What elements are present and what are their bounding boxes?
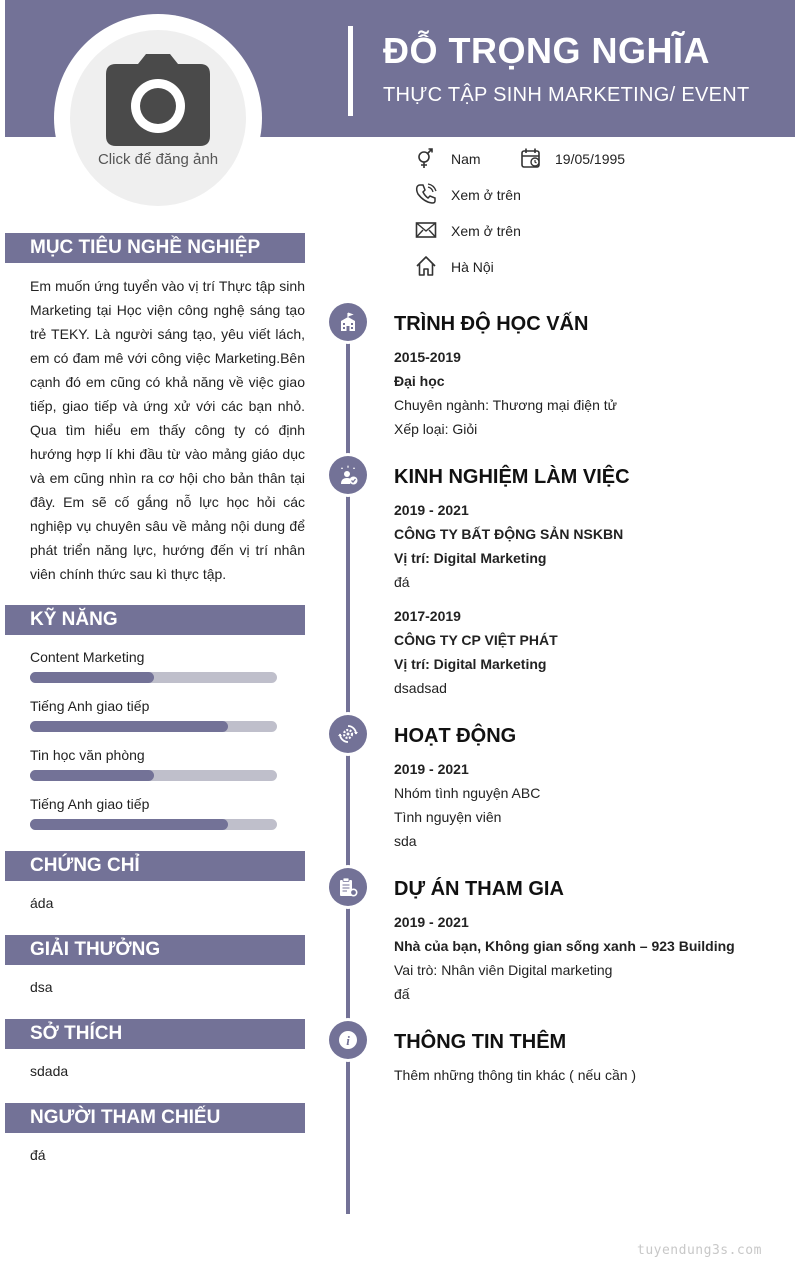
projects-desc: đấ	[394, 986, 410, 1002]
skill-bar	[30, 721, 277, 732]
activities-period: 2019 - 2021	[394, 761, 469, 777]
projects-role: Vai trò: Nhân viên Digital marketing	[394, 962, 613, 978]
home-icon	[415, 255, 437, 277]
skill-bar-fill	[30, 770, 154, 781]
hobbies-text: sdada	[30, 1063, 69, 1079]
experience-company: CÔNG TY CP VIỆT PHÁT	[394, 632, 558, 648]
experience-desc: dsadsad	[394, 680, 447, 696]
projects-node	[329, 868, 367, 906]
hobbies-heading: SỞ THÍCH	[5, 1019, 305, 1049]
calendar-icon	[520, 147, 542, 169]
address-value: Hà Nội	[451, 259, 494, 275]
education-grade: Xếp loại: Giỏi	[394, 421, 478, 437]
phone-icon	[415, 183, 437, 205]
team-star-icon	[338, 465, 358, 485]
avatar-upload-label: Click để đăng ảnh	[97, 151, 219, 168]
activities-heading: HOẠT ĐỘNG	[394, 725, 517, 747]
cycle-gear-icon	[338, 724, 358, 744]
skills-heading: KỸ NĂNG	[5, 605, 305, 635]
skill-bar	[30, 819, 277, 830]
certificates-text: áda	[30, 895, 54, 911]
header-divider	[348, 26, 353, 116]
experience-period: 2019 - 2021	[394, 502, 469, 518]
experience-node	[329, 456, 367, 494]
activities-desc: sda	[394, 833, 417, 849]
experience-position: Vị trí: Digital Marketing	[394, 550, 547, 566]
projects-heading: DỰ ÁN THAM GIA	[394, 878, 564, 900]
education-heading: TRÌNH ĐỘ HỌC VẤN	[394, 313, 589, 335]
school-icon	[338, 312, 358, 332]
camera-icon	[106, 54, 210, 146]
objective-heading: MỤC TIÊU NGHỀ NGHIỆP	[5, 233, 305, 263]
phone-value: Xem ở trên	[451, 187, 521, 203]
references-heading: NGƯỜI THAM CHIẾU	[5, 1103, 305, 1133]
svg-text:i: i	[346, 1033, 350, 1048]
skill-bar-fill	[30, 672, 154, 683]
awards-text: dsa	[30, 979, 53, 995]
extra-heading: THÔNG TIN THÊM	[394, 1031, 567, 1053]
activities-node	[329, 715, 367, 753]
skill-bar-fill	[30, 819, 228, 830]
extra-text: Thêm những thông tin khác ( nếu cần )	[394, 1067, 637, 1083]
skill-bar	[30, 770, 277, 781]
awards-heading: GIẢI THƯỞNG	[5, 935, 305, 965]
clipboard-gear-icon	[338, 877, 358, 897]
education-level: Đại học	[394, 373, 445, 389]
email-value: Xem ở trên	[451, 223, 521, 239]
avatar-upload[interactable]	[70, 30, 246, 206]
skill-name: Content Marketing	[30, 649, 145, 665]
candidate-name: ĐỖ TRỌNG NGHĨA	[383, 30, 710, 71]
gender-icon	[415, 147, 437, 169]
extra-node	[329, 1021, 367, 1059]
experience-company: CÔNG TY BẤT ĐỘNG SẢN NSKBN	[394, 526, 624, 542]
watermark: tuyendung3s.com	[637, 1243, 762, 1258]
education-major: Chuyên ngành: Thương mại điện tử	[394, 397, 618, 413]
projects-period: 2019 - 2021	[394, 914, 469, 930]
education-period: 2015-2019	[394, 349, 461, 365]
skill-name: Tin học văn phòng	[30, 747, 145, 763]
projects-name: Nhà của bạn, Không gian sống xanh – 923 Building	[394, 938, 735, 954]
gender-value: Nam	[451, 151, 481, 167]
education-node	[329, 303, 367, 341]
skill-bar	[30, 672, 277, 683]
skill-name: Tiếng Anh giao tiếp	[30, 698, 150, 714]
certificates-heading: CHỨNG CHỈ	[5, 851, 305, 881]
timeline-line	[346, 316, 350, 1214]
experience-heading: KINH NGHIỆM LÀM VIỆC	[394, 466, 630, 488]
envelope-icon	[415, 219, 437, 241]
activities-role: Tình nguyện viên	[394, 809, 502, 825]
experience-desc: đá	[394, 574, 410, 590]
experience-period: 2017-2019	[394, 608, 461, 624]
experience-position: Vị trí: Digital Marketing	[394, 656, 547, 672]
references-text: đá	[30, 1147, 46, 1163]
skill-name: Tiếng Anh giao tiếp	[30, 796, 150, 812]
objective-text: Em muốn ứng tuyển vào vị trí Thực tập sinh Marketing tại Học viện công nghệ sáng tạo trẻ TEKY. Là người sáng tạo, yêu viết lách, em có đam mê với công việc Marketing.Bên cạnh đó em cũng có khả năng về việc giao tiếp, giao tiếp và ứng xử với các bạn nhỏ. Qua tìm hiểu em thấy công ty có định hướng hợp lí khi đầu từ vào mảng giáo dục và em cũng nhìn ra cơ hội cho bản thân tại đây. Em sẽ cố gắng nỗ lực học hỏi các nghiệp vụ chuyên sâu về mảng nội dung để phát triển năng lực, hướng đến vị trí nhân viên chính thức sau kì thực tập.	[30, 278, 305, 582]
birthday-value: 19/05/1995	[555, 151, 626, 167]
info-icon	[338, 1030, 358, 1050]
activities-org: Nhóm tình nguyện ABC	[394, 785, 541, 801]
skill-bar-fill	[30, 721, 228, 732]
candidate-title: THỰC TẬP SINH MARKETING/ EVENT	[383, 84, 750, 106]
